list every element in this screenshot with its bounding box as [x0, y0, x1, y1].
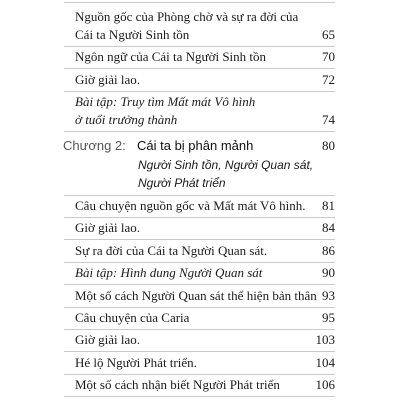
- toc-entry-title: Bài tập: Hình dung Người Quan sát: [75, 265, 263, 280]
- chapter-title: Cái ta bị phân mảnh: [137, 138, 254, 153]
- divider: [64, 239, 335, 240]
- toc-entry-title: Bài tập: Truy tìm Mất mát Vô hình: [75, 94, 256, 109]
- divider: [64, 396, 335, 397]
- toc-entry-title: Hé lộ Người Phát triển.: [75, 355, 197, 370]
- divider: [64, 2, 335, 3]
- toc-page-number: 81: [322, 198, 335, 213]
- toc-page-number: 93: [322, 288, 335, 303]
- divider: [64, 284, 335, 285]
- toc-entry-title: Nguồn gốc của Phòng chờ và sự ra đời của: [75, 9, 299, 24]
- toc-entry-title: Câu chuyện của Caria: [75, 310, 190, 325]
- divider: [64, 262, 335, 263]
- toc-page-number: 80: [322, 138, 335, 153]
- toc-page-number: 103: [315, 332, 335, 347]
- divider: [64, 46, 335, 47]
- divider: [64, 68, 335, 69]
- toc-entry-title: Giờ giải lao.: [75, 332, 140, 347]
- toc-entry: [75, 309, 335, 327]
- divider: [64, 374, 335, 375]
- toc-entry: [75, 71, 335, 89]
- toc-entry-title: Ngôn ngữ của Cái ta Người Sinh tồn: [75, 49, 267, 64]
- chapter-subtitle: [138, 174, 358, 192]
- toc-entry-title: Một số cách Người Quan sát thể hiện bản thân: [75, 288, 317, 303]
- toc-entry: [75, 219, 335, 237]
- toc-entry-title: Giờ giải lao.: [75, 220, 140, 235]
- divider: [64, 217, 335, 218]
- toc-page-number: 104: [315, 355, 335, 370]
- toc-entry-continued: [75, 26, 335, 44]
- divider: [64, 131, 335, 132]
- divider: [64, 351, 335, 352]
- toc-entry-title: Câu chuyện nguồn gốc và Mất mát Vô hình.: [75, 198, 306, 213]
- toc-entry: [75, 242, 335, 260]
- divider: [64, 195, 335, 196]
- toc-entry: [75, 287, 335, 305]
- toc-entry-title: Một số cách nhận biết Người Phát triển: [75, 377, 280, 392]
- chapter-subtitle-line: Người Sinh tồn, Người Quan sát,: [138, 158, 314, 172]
- chapter-label: Chương 2:: [63, 138, 126, 153]
- toc-page-number: 84: [322, 220, 335, 235]
- toc-entry: [75, 8, 335, 26]
- toc-entry-exercise: [75, 264, 335, 282]
- toc-entry: [75, 376, 335, 394]
- toc-entry: [75, 197, 335, 215]
- toc-entry-title: Cái ta Người Sinh tồn: [75, 27, 190, 42]
- divider: [64, 329, 335, 330]
- toc-entry: [75, 331, 335, 349]
- toc-entry-exercise: [75, 93, 335, 111]
- toc-entry-title: ở tuổi trưởng thành: [75, 112, 178, 127]
- chapter-subtitle-line: Người Phát triển: [138, 176, 226, 190]
- toc-page-number: 86: [322, 243, 335, 258]
- chapter-subtitle: [138, 156, 358, 174]
- toc-page-number: 65: [322, 27, 335, 42]
- toc-entry: [75, 48, 335, 66]
- toc-entry: [75, 354, 335, 372]
- toc-page-number: 70: [322, 49, 335, 64]
- toc-page-number: 106: [315, 377, 335, 392]
- toc-entry-continued: [75, 111, 335, 129]
- toc-page-number: 72: [322, 72, 335, 87]
- divider: [64, 307, 335, 308]
- toc-entry-title: Sự ra đời của Cái ta Người Quan sát.: [75, 243, 268, 258]
- toc-page-number: 90: [322, 265, 335, 280]
- toc-page-number: 95: [322, 310, 335, 325]
- divider: [64, 91, 335, 92]
- toc-entry-title: Giờ giải lao.: [75, 72, 140, 87]
- toc-page-number: 74: [322, 112, 335, 127]
